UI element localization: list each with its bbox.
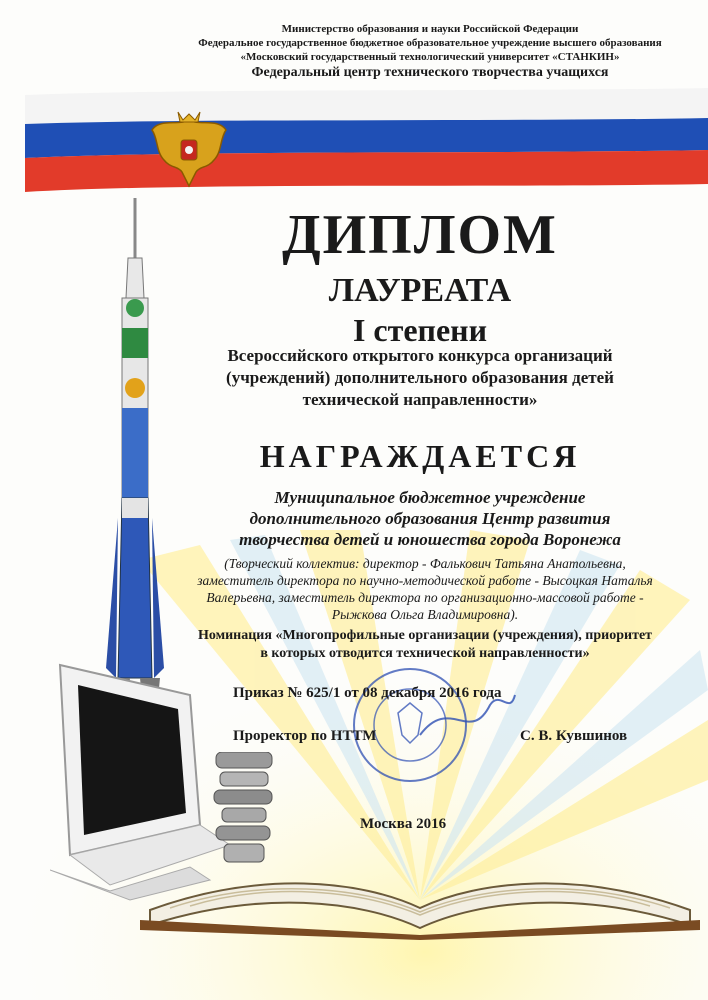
coat-of-arms-icon: [148, 108, 230, 194]
university-line: «Московский государственный технологический университет «СТАНКИН»: [240, 51, 620, 63]
order-reference: Приказ № 625/1 от 08 декабря 2016 года: [233, 685, 502, 701]
center-line: Федеральный центр технического творчества учащихся: [251, 65, 609, 80]
laureate-subtitle: ЛАУРЕАТА: [328, 272, 512, 309]
awarded-heading: НАГРАЖДАЕТСЯ: [259, 438, 581, 474]
signer-position: Проректор по НТТМ: [233, 728, 377, 744]
city-year: Москва 2016: [360, 816, 447, 832]
rocket-icon: [100, 198, 190, 698]
signer-name: С. В. Кувшинов: [520, 728, 628, 744]
open-book-icon: [140, 830, 700, 940]
nomination: Номинация «Многопрофильные организации (учреждения), приоритет в которых отводится технической направленности»: [197, 628, 653, 661]
stamp-icon: [340, 665, 520, 785]
organization-name: Муниципальное бюджетное учреждение дополнительного образования Центр развития творчества детей и юношества города Воронежа: [239, 488, 621, 549]
issuer-header: [170, 22, 690, 82]
ministry-line: Министерство образования и науки Российской Федерации: [281, 23, 579, 35]
diploma-title: ДИПЛОМ: [282, 204, 558, 266]
contest-name: Всероссийского открытого конкурса организаций (учреждений) дополнительного образования детей технической направленности»: [226, 346, 614, 409]
institution-type-line: Федеральное государственное бюджетное образовательное учреждение высшего образования: [198, 37, 662, 49]
degree-label: I степени: [352, 312, 488, 348]
team-members: (Творческий коллектив: директор - Фалькович Татьяна Анатольевна, заместитель директора по научно-методической работе - Высоцкая Наталья Валерьевна, заместитель директора по организационно-массовой работе - Рыжкова Ольга Владимировна).: [197, 556, 653, 622]
